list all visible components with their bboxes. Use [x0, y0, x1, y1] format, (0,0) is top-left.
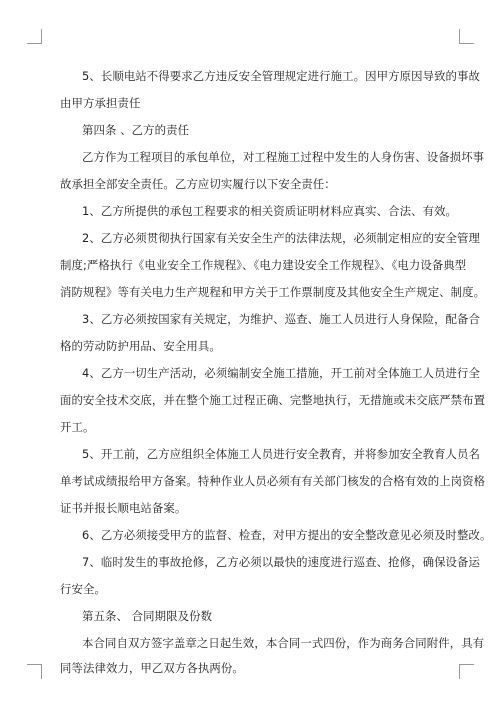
paragraph-line: 6、乙方必须接受甲方的监督、检查，对甲方提出的安全整改意见必须及时整改。 [82, 528, 492, 542]
paragraph-line: 7、临时发生的事故抢修，乙方必须以最快的速度进行巡查、抢修，确保设备运 [82, 555, 481, 569]
paragraph-line: 4、乙方一切生产活动，必须编制安全施工措施，开工前对全体施工人员进行全 [82, 366, 481, 380]
crop-mark-top-left [27, 29, 42, 44]
crop-mark-top-right [459, 29, 474, 44]
paragraph-line: 故承担全部安全责任。乙方应切实履行以下安全责任： [60, 177, 336, 191]
section-heading: 第五条、 合同期限及份数 [82, 609, 213, 623]
paragraph-line: 由甲方承担责任 [60, 96, 141, 110]
paragraph-line: 格的劳动防护用品、安全用具。 [60, 339, 221, 353]
paragraph-line: 1、乙方所提供的承包工程要求的相关资质证明材料应真实、合法、有效。 [82, 204, 458, 218]
crop-mark-bottom-right [459, 664, 474, 679]
paragraph-line: 5、开工前，乙方应组织全体施工人员进行安全教育，并将参加安全教育人员名 [82, 447, 481, 461]
paragraph-line: 面的安全技术交底，并在整个施工过程正确、完整地执行，无措施或未交底严禁布置 [60, 393, 486, 407]
paragraph-line: 同等法律效力，甲乙双方各执两份。 [60, 661, 244, 675]
paragraph-line: 制度;严格执行《电业安全工作规程》、《电力建设安全工作规程》、《电力设备典型 [60, 258, 467, 272]
paragraph-line: 本合同自双方签字盖章之日起生效，本合同一式四份，作为商务合同附件，具有 [82, 636, 485, 650]
paragraph-line: 乙方作为工程项目的承包单位，对工程施工过程中发生的人身伤害、设备损坏事 [82, 150, 485, 164]
paragraph-line: 3、乙方必须按国家有关规定，为维护、巡查、施工人员进行人身保险，配备合 [82, 312, 481, 326]
paragraph-line: 行安全。 [60, 582, 106, 596]
paragraph-line: 证书并报长顺电站备案。 [60, 501, 187, 515]
paragraph-line: 消防规程》等有关电力生产规程和甲方关于工作票制度及其他安全生产规定、制度。 [60, 285, 486, 299]
paragraph-line: 5、长顺电站不得要求乙方违反安全管理规定进行施工。因甲方原因导致的事故 [82, 69, 481, 83]
section-heading: 第四条 、乙方的责任 [82, 123, 190, 137]
paragraph-line: 单考试成绩报给甲方备案。特种作业人员必须有有关部门核发的合格有效的上岗资格 [60, 474, 486, 488]
crop-mark-bottom-left [27, 664, 42, 679]
paragraph-line: 开工。 [60, 420, 95, 434]
paragraph-line: 2、乙方必须贯彻执行国家有关安全生产的法律法规，必须制定相应的安全管理 [82, 231, 481, 245]
